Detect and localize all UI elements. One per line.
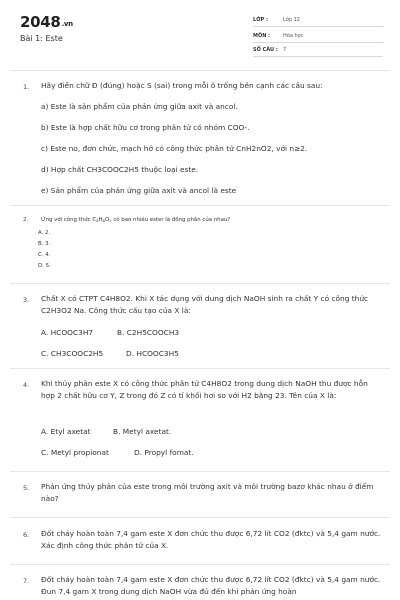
- option-d[interactable]: D. Propyl fomat.: [134, 448, 194, 457]
- statement-c: c) Este no, đơn chức, mạch hở có công thức phân tử CnH2nO2, với n≥2.: [41, 144, 308, 153]
- question-divider: [10, 517, 390, 518]
- question-divider: [10, 368, 390, 369]
- site-logo[interactable]: [20, 13, 73, 31]
- option-a[interactable]: A. HCOOC3H7: [41, 328, 94, 337]
- question-divider: [10, 471, 390, 472]
- statement-b: b) Este là hợp chất hữu cơ trong phân tử có nhóm COO-.: [41, 123, 250, 132]
- option-c[interactable]: C. Metyl propionat: [41, 448, 109, 457]
- question-divider: [10, 564, 390, 565]
- question-text: Khi thủy phân este X có công thức phân tử C4H8O2 trong dung dịch NaOH thu được hỗn hợp 2 chất hữu cơ Y, Z trong đó Z có tỉ khối hơi so với H2 bằng 23. Tên của X là:: [41, 379, 368, 400]
- question-number: 4.: [23, 381, 30, 389]
- option-b[interactable]: B. 3.: [38, 241, 51, 247]
- statement-d: d) Hợp chất CH3COOC2H5 thuộc loại este.: [41, 165, 199, 174]
- question-number: 6.: [23, 531, 30, 539]
- page-header: [0, 0, 400, 64]
- question-number: 1.: [23, 83, 30, 91]
- subject-value: Hóa học: [283, 33, 304, 39]
- question-count-row: [253, 45, 383, 57]
- statement-e: e) Sản phẩm của phản ứng giữa axit và ancol là este: [41, 186, 237, 195]
- statement-a: a) Este là sản phẩm của phản ứng giữa axit và ancol.: [41, 102, 238, 111]
- subject-row: [253, 31, 383, 43]
- question-divider: [10, 283, 390, 284]
- question-number: 2.: [23, 217, 29, 223]
- option-c[interactable]: C. 4.: [38, 252, 51, 258]
- question-number: 7.: [23, 577, 30, 585]
- logo-text: 2048: [20, 13, 61, 31]
- question-count-value: 7: [283, 47, 287, 53]
- question-text: Đốt cháy hoàn toàn 7,4 gam este X đơn chức thu được 6,72 lít CO2 (đktc) và 5,4 gam nước. Đun 7,4 gam X trong dung dịch NaOH vừa đủ đến khi phản ứng hoàn: [41, 575, 381, 596]
- header-divider: [10, 70, 390, 71]
- option-b[interactable]: B. C2H5COOCH3: [117, 328, 180, 337]
- question-text: Chất X có CTPT C4H8O2. Khi X tác dụng với dung dịch NaOH sinh ra chất Y có công thức C2H3O2 Na. Công thức cấu tạo của X là:: [41, 294, 369, 315]
- option-a[interactable]: A. 2.: [38, 230, 51, 236]
- option-d[interactable]: D. 5.: [38, 263, 51, 269]
- class-label: LỚP :: [253, 17, 268, 23]
- subject-label: MÔN :: [253, 33, 271, 39]
- logo-suffix: .vn: [61, 20, 73, 28]
- option-b[interactable]: B. Metyl axetat.: [113, 427, 172, 436]
- class-row: [253, 15, 383, 27]
- option-c[interactable]: C. CH3COOC2H5: [41, 349, 104, 358]
- question-text: Hãy điền chữ Đ (đúng) hoặc S (sai) trong mỗi ô trống bên cạnh các câu sau:: [41, 81, 323, 90]
- question-text: Ứng với công thức $C_4H_8O_2$ có bao nhiêu ester là đồng phân của nhau?: [41, 217, 231, 223]
- option-d[interactable]: D. HCOOC3H5: [126, 349, 179, 358]
- question-text: Đốt cháy hoàn toàn 7,4 gam este X đơn chức thu được 6,72 lít CO2 (đktc) và 5,4 gam nước. Xác định công thức phân tử của X.: [41, 529, 381, 550]
- question-text: Phản ứng thủy phân của este trong môi trường axit và môi trường bazơ khác nhau ở điểm nào?: [41, 482, 374, 503]
- question-count-label: SỐ CÂU :: [253, 47, 278, 53]
- question-number: 3.: [23, 296, 30, 304]
- class-value: Lớp 12: [283, 17, 300, 23]
- question-number: 5.: [23, 484, 30, 492]
- lesson-title: Bài 1: Este: [20, 34, 63, 43]
- question-divider: [10, 205, 390, 206]
- option-a[interactable]: A. Etyl axetat: [41, 427, 91, 436]
